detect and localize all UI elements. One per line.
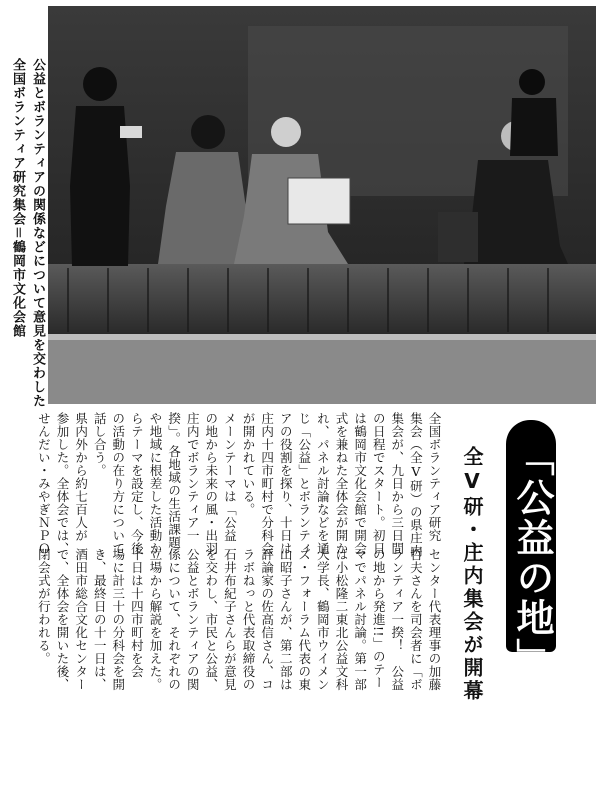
article-column: が開かれている。: [241, 412, 256, 516]
article-column: 公益とボランティアの関: [185, 548, 201, 691]
article-column: 係について、それぞれの: [166, 548, 182, 691]
article-column: の活動の在り方について: [110, 412, 126, 555]
photo-caption-line2: 全国ボランティア研究集会＝鶴岡市文化会館: [10, 58, 25, 338]
headline-subtitle: 全Ⅴ研・庄内集会が開幕: [460, 446, 484, 703]
article-column: せんだい・みやぎＮＰＯ: [36, 412, 52, 555]
article-column: 県内外から約七百人が: [73, 412, 89, 542]
headline-title: 「公益の地」で討論: [510, 438, 554, 798]
article-column: 石井布紀子さんらが意見: [222, 548, 238, 691]
article-column: は小松隆二東北公益文科: [334, 548, 349, 691]
article-column: メーンテーマは「公益: [222, 412, 238, 542]
stage-photo-image: [48, 6, 596, 404]
article-column: 式を兼ねた全体会が開か: [334, 412, 349, 555]
article-column: 評論家の佐高信さん、コ: [259, 548, 275, 691]
article-column: 哲夫さんを司会者に「ボ: [408, 548, 424, 691]
article-column: 集会が、九日から三日間: [389, 412, 405, 555]
article-column: 閉会式が行われる。: [36, 548, 52, 665]
article-column: 参加した。全体会では、: [55, 412, 70, 555]
article-column: センター代表理事の加藤: [427, 548, 442, 691]
article-column: 庄内十四市町村で分科会: [259, 412, 275, 555]
article-column: の地から発進!!」のテー: [371, 548, 387, 690]
article-column: の日程でスタート。初日: [371, 412, 387, 555]
article-column: で、全体会を開いた後、: [55, 548, 70, 691]
article-column: ズ・フォーラム代表の東: [296, 548, 312, 691]
article-column: じ「公益」とボランティ: [296, 412, 312, 555]
article-column: 庄内でボランティア一: [185, 412, 201, 542]
article-column: 全国ボランティア研究: [427, 412, 442, 542]
article-column: は鶴岡市文化会館で開会: [352, 412, 368, 555]
article-column: 場に計三十の分科会を開: [110, 548, 126, 691]
article-column: を交わし、市民と公益、: [203, 548, 219, 691]
article-column: 集会（全Ⅴ研）の県庄内: [408, 412, 424, 558]
article-column: マでパネル討論。第一部: [352, 548, 368, 691]
photo-caption-line1: 公益とボランティアの関係などについて意見を交わした: [30, 58, 45, 408]
article-column: き、最終日の十一日は、: [92, 548, 108, 691]
article-column: 大学長、鶴岡市ウイメン: [315, 548, 331, 691]
article-column: ラボねっと代表取締役の: [241, 548, 256, 691]
article-column: 揆」。各地域の生活課題: [166, 412, 182, 549]
article-column: 立場から解説を加えた。: [148, 548, 163, 691]
article-column: 十日は十四市町村を会: [129, 548, 145, 678]
article-column: 山昭子さんが、第二部は: [278, 548, 294, 691]
article-column: や地域に根差した活動か: [148, 412, 163, 555]
article-column: ランティア一揆！ 公益: [389, 548, 405, 691]
article-column: らテーマを設定し、今後: [129, 412, 145, 555]
article-column: 酒田市総合文化センター: [73, 548, 89, 691]
stage-photo: [48, 6, 596, 404]
article-column: の地から未来の風・出羽: [203, 412, 219, 555]
article-column: れ、パネル討論などを通: [315, 412, 331, 555]
article-column: アの役割を探り、十日は: [278, 412, 294, 555]
article-column: 話し合う。: [92, 412, 108, 477]
